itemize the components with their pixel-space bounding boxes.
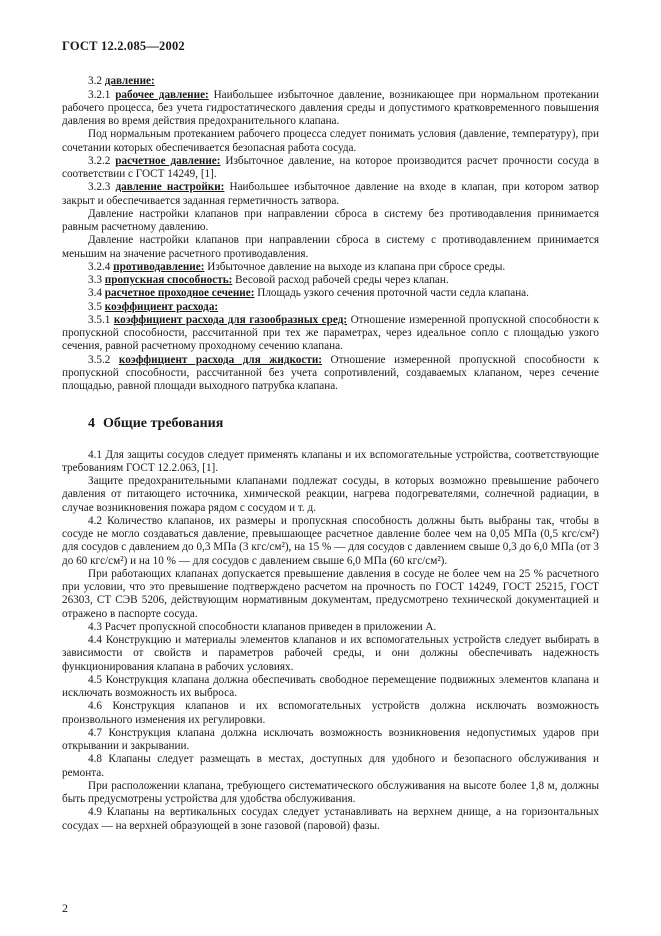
- definition-item: 3.2.1 рабочее давление: Наибольшее избыточное давление, возникающее при нормальном протекании рабочего процесса, без учета гидростатического давления среды и допустимого кратковременного повышения давления во время действия предохранительного клапана.: [62, 88, 600, 127]
- definition-item: 3.5 коэффициент расхода:: [88, 300, 219, 313]
- definition-item: 3.2.2 расчетное давление: Избыточное давление, на которое производится расчет прочности сосуда в соответствии с ГОСТ 14249, [1].: [62, 154, 600, 180]
- paragraph: При расположении клапана, требующего систематического обслуживания на высоте более 1,8 м, должны быть предусмотрены устройства для удобства обслуживания.: [62, 779, 599, 805]
- section-title: [88, 417, 599, 430]
- paragraph: 4.3 Расчет пропускной способности клапанов приведен в приложении А.: [88, 620, 437, 633]
- definition-item: 3.4 расчетное проходное сечение: Площадь узкого сечения проточной части седла клапана.: [88, 287, 529, 300]
- definition-item: 3.2.3 давление настройки: Наибольшее избыточное давление на входе в клапан, при котором затвор закрыт и обеспечивается заданная герметичность затвора.: [62, 181, 600, 207]
- requirements-block: [62, 449, 599, 833]
- paragraph: 4.1 Для защиты сосудов следует применять клапаны и их вспомогательные устройства, соответствующие требованиям ГОСТ 12.2.063, [1].: [62, 448, 599, 474]
- definition-item: 3.5.1 коэффициент расхода для газообразных сред: Отношение измеренной пропускной способности к пропускной способности, рассчитанной при тех же параметрах, через идеальное сопло с площадью узкого сечения, равной расчетному проходному сечению клапана.: [62, 313, 599, 353]
- definitions-block: [62, 75, 599, 393]
- paragraph: 4.6 Конструкция клапанов и их вспомогательных устройств должна исключать возможность произвольного изменения их регулировки.: [62, 700, 599, 726]
- section-number: 4: [88, 416, 95, 432]
- paragraph: При работающих клапанах допускается превышение давления в сосуде не более чем на 25 % расчетного при условии, что это превышение подтверждено расчетом на прочность по ГОСТ 14249, ГОСТ 25215, ГОСТ 26303, СТ СЭВ 5206, действующим нормативным документам, предусмотрено технической документацией и отражено в паспорте сосуда.: [62, 567, 599, 620]
- definition-note: Давление настройки клапанов при направлении сброса в систему без противодавления принимается равным расчетному давлению.: [62, 207, 599, 233]
- definition-item: 3.2 давление:: [88, 75, 155, 88]
- definition-item: 3.3 пропускная способность: Весовой расход рабочей среды через клапан.: [88, 274, 449, 286]
- paragraph: 4.4 Конструкцию и материалы элементов клапанов и их вспомогательных устройств следует выбирать в зависимости от свойств и параметров рабочей среды, и они должны обеспечивать надежность функционирования клапана в рабочих условиях.: [62, 634, 599, 673]
- paragraph: 4.5 Конструкция клапана должна обеспечивать свободное перемещение подвижных элементов клапана и исключать возможность их выброса.: [62, 673, 599, 699]
- section-heading: Общие требования: [103, 416, 224, 432]
- paragraph: 4.7 Конструкция клапана должна исключать возможность возникновения недопустимых ударов при открывании и закрывании.: [62, 726, 599, 752]
- definition-item: 3.5.2 коэффициент расхода для жидкости: Отношение измеренной пропускной способности к пропускной способности, рассчитанной без учета сопротивлений, создаваемых клапаном, через сечение площадью, равной площади выходного патрубка клапана.: [62, 353, 599, 392]
- paragraph: 4.8 Клапаны следует размещать в местах, доступных для удобного и безопасного обслуживания и ремонта.: [62, 753, 599, 779]
- paragraph: Защите предохранительными клапанами подлежат сосуды, в которых возможно превышение рабочего давления от питающего источника, химической реакции, нагрева подогревателями, солнечной радиации, в случае возникновения пожара рядом с сосудом и т. д.: [62, 475, 599, 514]
- document-header: ГОСТ 12.2.085—2002: [62, 39, 185, 53]
- definition-note: Под нормальным протеканием рабочего процесса следует понимать условия (давление, температуру), при сочетании которых обеспечивается безопасная работа сосуда.: [62, 128, 599, 154]
- paragraph: 4.9 Клапаны на вертикальных сосудах следует устанавливать на верхнем днище, а на горизонтальных сосудах — на верхней образующей в зоне газовой (паровой) фазы.: [62, 806, 599, 832]
- definition-item: 3.2.4 противодавление: Избыточное давление на выходе из клапана при сбросе среды.: [88, 260, 506, 273]
- definition-note: Давление настройки клапанов при направлении сброса в систему с противодавлением принимается меньшим на значение расчетного противодавления.: [62, 234, 599, 260]
- paragraph: 4.2 Количество клапанов, их размеры и пропускная способность должны быть выбраны так, чтобы в сосуде не могло создаваться давление, превышающее расчетное давление более чем на 0,05 МПа (0,5 кгс/см²) для сосудов с давлением до 0,3 МПа (3 кгс/см²), на 15 % — для сосудов с давлением свыше 0,3 до 6,0 МПа (от 3 до 60 кгс/см²) и на 10 % — для сосудов с давлением свыше 6,0 МПа (60 кгс/см²).: [62, 514, 599, 567]
- page-number: 2: [62, 901, 68, 915]
